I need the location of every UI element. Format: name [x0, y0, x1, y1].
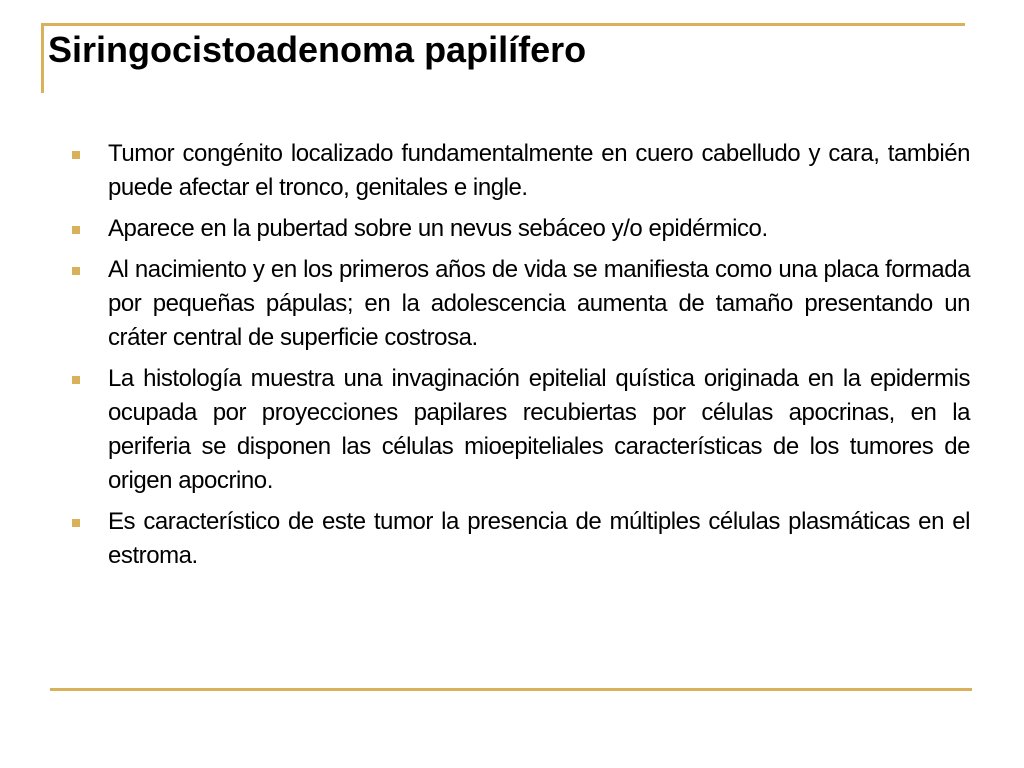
bullet-text: La histología muestra una invaginación epitelial quística originada en la epidermis ocupada por proyecciones papilares recubiertas por células apocrinas, en la periferia se disponen las células mioepiteliales características de los tumores de origen apocrino.: [108, 365, 970, 494]
bullet-text: Al nacimiento y en los primeros años de vida se manifiesta como una placa formada por pequeñas pápulas; en la adolescencia aumenta de tamaño presentando un cráter central de superficie costrosa.: [108, 256, 970, 351]
bullet-list: [70, 137, 970, 580]
square-bullet-icon: [72, 151, 80, 159]
square-bullet-icon: [72, 519, 80, 527]
bullet-item: [70, 253, 970, 355]
bullet-text: Es característico de este tumor la presencia de múltiples células plasmáticas en el estroma.: [108, 508, 970, 569]
footer-rule: [50, 688, 972, 691]
bullet-text: Aparece en la pubertad sobre un nevus sebáceo y/o epidérmico.: [108, 215, 768, 242]
title-frame-top-rule: [41, 23, 965, 26]
bullet-text: Tumor congénito localizado fundamentalmente en cuero cabelludo y cara, también puede afectar el tronco, genitales e ingle.: [108, 140, 970, 201]
bullet-item: [70, 362, 970, 498]
title-frame-vertical-rule: [41, 23, 44, 93]
slide-title: Siringocistoadenoma papilífero: [48, 29, 587, 70]
square-bullet-icon: [72, 267, 80, 275]
square-bullet-icon: [72, 226, 80, 234]
square-bullet-icon: [72, 376, 80, 384]
bullet-item: [70, 505, 970, 573]
bullet-item: [70, 212, 970, 246]
bullet-item: [70, 137, 970, 205]
